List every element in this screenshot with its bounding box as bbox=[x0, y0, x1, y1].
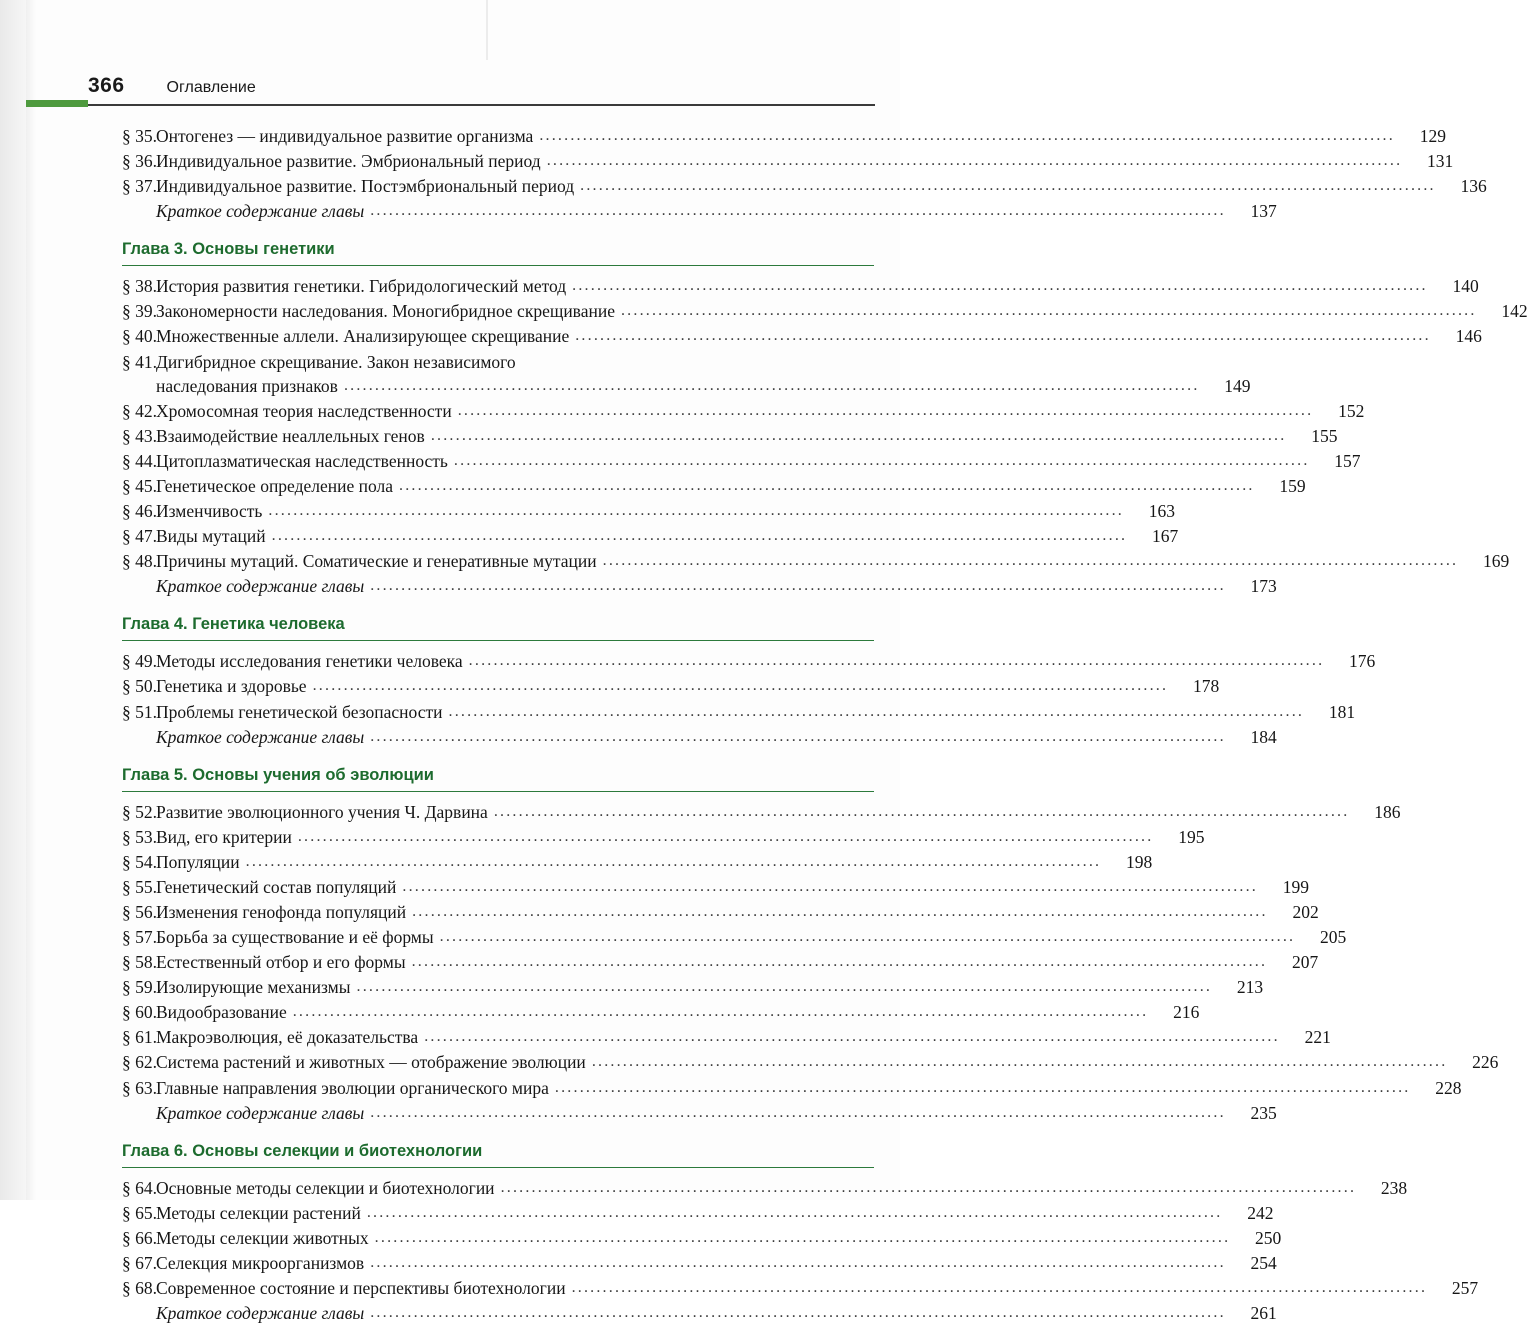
toc-entry-page: 199 bbox=[1282, 876, 1310, 897]
toc-entry-label: Множественные аллели. Анализирующее скрещивание bbox=[156, 326, 570, 347]
toc-entry-number: § 58. bbox=[122, 952, 157, 973]
toc-entry-page: 152 bbox=[1338, 400, 1365, 421]
toc-entry-page: 159 bbox=[1279, 476, 1306, 496]
toc-entry-label: История развития генетики. Гибридологический метод bbox=[156, 276, 567, 297]
toc-entry-label: Естественный отбор и его формы bbox=[156, 952, 406, 973]
toc-entry[interactable] bbox=[88, 350, 1251, 399]
toc-entry[interactable] bbox=[88, 149, 1454, 174]
leader-dots bbox=[272, 525, 1128, 547]
toc-entry-number: § 57. bbox=[122, 927, 157, 948]
leader-dots bbox=[399, 475, 1255, 497]
toc-entry-page: 155 bbox=[1311, 425, 1338, 446]
leader-dots bbox=[370, 575, 1226, 597]
toc-entry-number: § 48. bbox=[122, 551, 157, 572]
toc-entry[interactable] bbox=[88, 925, 1347, 950]
leader-dots bbox=[298, 826, 1154, 848]
chapter-summary-label: Краткое содержание главы bbox=[156, 726, 365, 747]
toc-entry[interactable] bbox=[88, 424, 1338, 449]
toc-entry[interactable] bbox=[88, 975, 1264, 1000]
toc-entry[interactable] bbox=[88, 499, 1176, 524]
page-gutter bbox=[0, 0, 26, 1200]
toc-entry-label: Генетика и здоровье bbox=[156, 676, 307, 697]
toc-entry-label: Современное состояние и перспективы биотехнологии bbox=[156, 1278, 566, 1299]
toc-entry-page: 242 bbox=[1247, 1202, 1274, 1223]
toc-entry-label: Закономерности наследования. Моногибридное скрещивание bbox=[156, 301, 615, 322]
toc-entry-page: 176 bbox=[1349, 651, 1376, 672]
toc-entry-number: § 62. bbox=[122, 1052, 157, 1073]
toc-entry[interactable] bbox=[88, 800, 1401, 825]
toc-entry-page: 257 bbox=[1451, 1278, 1479, 1299]
toc-entry-number: § 54. bbox=[122, 851, 157, 872]
chapter-rule bbox=[122, 1167, 874, 1168]
leader-dots bbox=[370, 1252, 1226, 1274]
page-header bbox=[88, 74, 878, 98]
leader-dots bbox=[501, 1177, 1357, 1199]
toc-entry-page: 136 bbox=[1460, 176, 1487, 197]
toc-entry-number: § 64. bbox=[122, 1177, 157, 1198]
header-rule bbox=[88, 104, 875, 106]
toc-entry[interactable] bbox=[88, 1301, 1277, 1326]
toc-entry-label: Генетический состав популяций bbox=[156, 876, 397, 897]
toc-entry-number: § 66. bbox=[122, 1227, 157, 1248]
toc-entry[interactable] bbox=[88, 950, 1319, 975]
toc-entry-label: Борьба за существование и её формы bbox=[156, 927, 434, 948]
toc-entry-page: 221 bbox=[1304, 1027, 1331, 1048]
toc-entry-number: § 41. bbox=[122, 351, 157, 372]
toc-entry-page: 163 bbox=[1148, 501, 1176, 522]
leader-dots bbox=[424, 1026, 1280, 1048]
toc-entry-number: § 45. bbox=[122, 476, 157, 496]
leader-dots bbox=[469, 650, 1325, 672]
toc-entry[interactable] bbox=[88, 199, 1277, 224]
toc-entry-label: Взаимодействие неаллельных генов bbox=[156, 425, 425, 446]
toc-entry-page: 226 bbox=[1472, 1052, 1499, 1073]
toc-entry-label: Цитоплазматическая наследственность bbox=[156, 450, 448, 471]
toc-entry-page: 137 bbox=[1250, 201, 1277, 222]
leader-dots bbox=[539, 125, 1395, 147]
toc-entry-page: 195 bbox=[1178, 826, 1205, 847]
toc-entry[interactable] bbox=[88, 875, 1310, 900]
leader-dots bbox=[440, 926, 1296, 948]
toc-entry-label: Причины мутаций. Соматические и генеративные мутации bbox=[156, 551, 597, 572]
toc-entry[interactable] bbox=[88, 174, 1487, 199]
toc-entry-page: 131 bbox=[1427, 151, 1454, 172]
toc-entry-page: 216 bbox=[1173, 1002, 1200, 1023]
leader-dots bbox=[412, 901, 1268, 923]
toc-entry-page: 140 bbox=[1452, 276, 1479, 297]
toc-entry-page: 181 bbox=[1328, 701, 1356, 722]
toc-entry-page: 198 bbox=[1125, 851, 1153, 872]
toc-entry-number: § 43. bbox=[122, 425, 157, 446]
toc-entry-number: § 38. bbox=[122, 276, 157, 297]
page-title: Оглавление bbox=[166, 79, 256, 96]
toc-entry[interactable] bbox=[88, 474, 1306, 499]
leader-dots bbox=[555, 1077, 1411, 1099]
header-accent-bar bbox=[26, 100, 88, 107]
toc-entry-label: Вид, его критерии bbox=[156, 826, 292, 847]
toc-entry-page: 235 bbox=[1250, 1102, 1277, 1123]
toc-entry[interactable] bbox=[88, 324, 1482, 349]
leader-dots bbox=[412, 951, 1268, 973]
toc-entry[interactable] bbox=[88, 1050, 1499, 1075]
toc-entry-number: § 46. bbox=[122, 501, 157, 522]
toc-entry-label: Селекция микроорганизмов bbox=[156, 1252, 365, 1273]
toc-entry-label: Популяции bbox=[156, 851, 240, 872]
toc-entry-page: 129 bbox=[1419, 126, 1446, 146]
chapter-summary-label: Краткое содержание главы bbox=[156, 1303, 365, 1324]
leader-dots bbox=[370, 726, 1226, 748]
toc-entry-page: 186 bbox=[1374, 801, 1401, 822]
leader-dots bbox=[402, 876, 1258, 898]
leader-dots bbox=[580, 175, 1436, 197]
leader-dots bbox=[367, 1202, 1223, 1224]
toc-entry-page: 169 bbox=[1482, 551, 1510, 572]
leader-dots bbox=[575, 325, 1431, 347]
toc-entry[interactable] bbox=[88, 1201, 1274, 1226]
leader-dots bbox=[621, 300, 1477, 322]
chapter-heading: Глава 5. Основы учения об эволюции bbox=[122, 765, 434, 784]
leader-dots bbox=[454, 450, 1310, 472]
page-gutter-shadow bbox=[26, 0, 36, 1200]
toc-entry-page: 149 bbox=[1224, 375, 1251, 396]
toc-entry[interactable] bbox=[88, 725, 1277, 750]
toc-entry-label: Индивидуальное развитие. Эмбриональный период bbox=[156, 151, 541, 172]
toc-entry-number: § 40. bbox=[122, 326, 157, 347]
toc-entry-number: § 67. bbox=[122, 1252, 157, 1273]
toc-entry[interactable] bbox=[88, 674, 1220, 699]
leader-dots bbox=[375, 1227, 1231, 1249]
toc-entry-page: 250 bbox=[1255, 1227, 1282, 1248]
toc-entry-page: 184 bbox=[1250, 726, 1277, 747]
toc-entry-page: 228 bbox=[1435, 1077, 1462, 1098]
leader-dots bbox=[603, 550, 1459, 572]
toc-entry-number: § 52. bbox=[122, 801, 157, 822]
toc-entry-page: 261 bbox=[1250, 1303, 1277, 1324]
toc-entry-label: Методы исследования генетики человека bbox=[156, 651, 463, 672]
toc-entry-page: 157 bbox=[1334, 450, 1361, 471]
toc-entry[interactable] bbox=[88, 825, 1205, 850]
toc-entry-page: 202 bbox=[1292, 902, 1319, 923]
leader-dots bbox=[370, 1102, 1226, 1124]
toc-entry-page: 146 bbox=[1455, 326, 1482, 347]
table-of-contents bbox=[88, 124, 1528, 1326]
toc-entry-number: § 60. bbox=[122, 1002, 157, 1023]
toc-entry-page: 173 bbox=[1250, 576, 1277, 597]
leader-dots bbox=[344, 375, 1200, 397]
toc-entry-number: § 44. bbox=[122, 450, 157, 471]
toc-entry-number: § 59. bbox=[122, 977, 157, 998]
toc-entry-number: § 63. bbox=[122, 1077, 157, 1098]
toc-entry-label: Развитие эволюционного учения Ч. Дарвина bbox=[156, 801, 488, 822]
leader-dots bbox=[458, 400, 1314, 422]
toc-entry-label: Проблемы генетической безопасности bbox=[156, 701, 443, 722]
chapter-rule bbox=[122, 791, 874, 792]
leader-dots bbox=[246, 851, 1102, 873]
toc-entry-number: § 51. bbox=[122, 701, 157, 722]
toc-entry-number: § 65. bbox=[122, 1202, 157, 1223]
toc-entry-label: Макроэволюция, её доказательства bbox=[156, 1027, 419, 1048]
toc-entry-number: § 56. bbox=[122, 902, 157, 923]
toc-entry-page: 213 bbox=[1236, 977, 1264, 998]
leader-dots bbox=[370, 200, 1226, 222]
toc-entry-page: 207 bbox=[1291, 952, 1319, 973]
toc-entry[interactable] bbox=[88, 850, 1153, 875]
toc-entry-number: § 35. bbox=[122, 126, 157, 146]
toc-entry-number: § 61. bbox=[122, 1027, 157, 1048]
toc-entry-label: Дигибридное скрещивание. Закон независимого bbox=[156, 351, 516, 372]
leader-dots bbox=[313, 675, 1169, 697]
toc-entry-number: § 49. bbox=[122, 651, 157, 672]
chapter-summary-label: Краткое содержание главы bbox=[156, 201, 365, 222]
toc-entry-label: Система растений и животных — отображение эволюции bbox=[156, 1052, 586, 1073]
toc-entry-number: § 53. bbox=[122, 826, 157, 847]
chapter-heading: Глава 6. Основы селекции и биотехнологии bbox=[122, 1141, 483, 1160]
toc-entry[interactable] bbox=[88, 549, 1510, 574]
toc-entry-number: § 39. bbox=[122, 301, 157, 322]
toc-entry[interactable] bbox=[88, 274, 1479, 299]
toc-entry[interactable] bbox=[88, 1076, 1462, 1101]
page-fold-mark bbox=[486, 0, 488, 60]
toc-entry-number: § 36. bbox=[122, 151, 157, 172]
toc-entry-label: Онтогенез — индивидуальное развитие организма bbox=[156, 126, 534, 146]
toc-entry[interactable] bbox=[88, 299, 1528, 324]
leader-dots bbox=[431, 425, 1287, 447]
leader-dots bbox=[268, 500, 1124, 522]
toc-entry-label: Виды мутаций bbox=[156, 526, 266, 547]
leader-dots bbox=[547, 150, 1403, 172]
toc-entry[interactable] bbox=[88, 524, 1179, 549]
leader-dots bbox=[370, 1302, 1226, 1324]
toc-entry-label: Индивидуальное развитие. Постэмбриональный период bbox=[156, 176, 575, 197]
toc-entry-page: 178 bbox=[1192, 676, 1220, 697]
chapter-heading: Глава 4. Генетика человека bbox=[122, 615, 345, 634]
toc-entry-page: 142 bbox=[1501, 301, 1528, 322]
toc-entry-label: Изолирующие механизмы bbox=[156, 977, 351, 998]
toc-entry-page: 205 bbox=[1320, 927, 1347, 948]
toc-entry-number: § 68. bbox=[122, 1278, 157, 1299]
page-number: 366 bbox=[88, 74, 125, 97]
toc-entry[interactable] bbox=[88, 399, 1365, 424]
toc-entry[interactable] bbox=[88, 124, 1446, 149]
toc-entry[interactable] bbox=[88, 649, 1376, 674]
leader-dots bbox=[494, 801, 1350, 823]
toc-entry-page: 254 bbox=[1250, 1252, 1277, 1273]
toc-entry[interactable] bbox=[88, 1276, 1479, 1301]
toc-entry-page: 167 bbox=[1151, 526, 1179, 547]
toc-entry-label: Видообразование bbox=[156, 1002, 287, 1023]
toc-entry[interactable] bbox=[88, 700, 1356, 725]
toc-entry[interactable] bbox=[88, 1025, 1331, 1050]
toc-entry-label: Методы селекции животных bbox=[156, 1227, 369, 1248]
toc-entry[interactable] bbox=[88, 1226, 1282, 1251]
toc-entry[interactable] bbox=[88, 1000, 1200, 1025]
chapter-rule bbox=[122, 265, 874, 266]
toc-entry-label: Изменчивость bbox=[156, 501, 263, 522]
toc-entry-label: Основные методы селекции и биотехнологии bbox=[156, 1177, 495, 1198]
toc-entry-number: § 42. bbox=[122, 400, 157, 421]
toc-entry-label-continued: наследования признаков bbox=[156, 375, 338, 396]
leader-dots bbox=[572, 275, 1428, 297]
chapter-heading: Глава 3. Основы генетики bbox=[122, 240, 335, 259]
leader-dots bbox=[592, 1051, 1448, 1073]
toc-entry-label: Генетическое определение пола bbox=[156, 476, 394, 496]
toc-entry-label: Методы селекции растений bbox=[156, 1202, 361, 1223]
toc-entry-number: § 37. bbox=[122, 176, 157, 197]
toc-entry[interactable] bbox=[88, 1101, 1277, 1126]
leader-dots bbox=[357, 976, 1213, 998]
toc-entry-label: Хромосомная теория наследственности bbox=[156, 400, 452, 421]
chapter-rule bbox=[122, 640, 874, 641]
chapter-summary-label: Краткое содержание главы bbox=[156, 576, 365, 597]
toc-entry[interactable] bbox=[88, 574, 1277, 599]
toc-entry-number: § 50. bbox=[122, 676, 157, 697]
leader-dots bbox=[293, 1001, 1149, 1023]
toc-entry-number: § 47. bbox=[122, 526, 157, 547]
leader-dots bbox=[449, 701, 1305, 723]
toc-entry[interactable] bbox=[88, 1176, 1408, 1201]
toc-entry[interactable] bbox=[88, 900, 1319, 925]
toc-entry-page: 238 bbox=[1380, 1177, 1408, 1198]
chapter-summary-label: Краткое содержание главы bbox=[156, 1102, 365, 1123]
toc-entry[interactable] bbox=[88, 1251, 1277, 1276]
toc-entry[interactable] bbox=[88, 449, 1361, 474]
toc-entry-number: § 55. bbox=[122, 876, 157, 897]
leader-dots bbox=[572, 1277, 1428, 1299]
toc-entry-label: Изменения генофонда популяций bbox=[156, 902, 407, 923]
toc-entry-label: Главные направления эволюции органического мира bbox=[156, 1077, 549, 1098]
